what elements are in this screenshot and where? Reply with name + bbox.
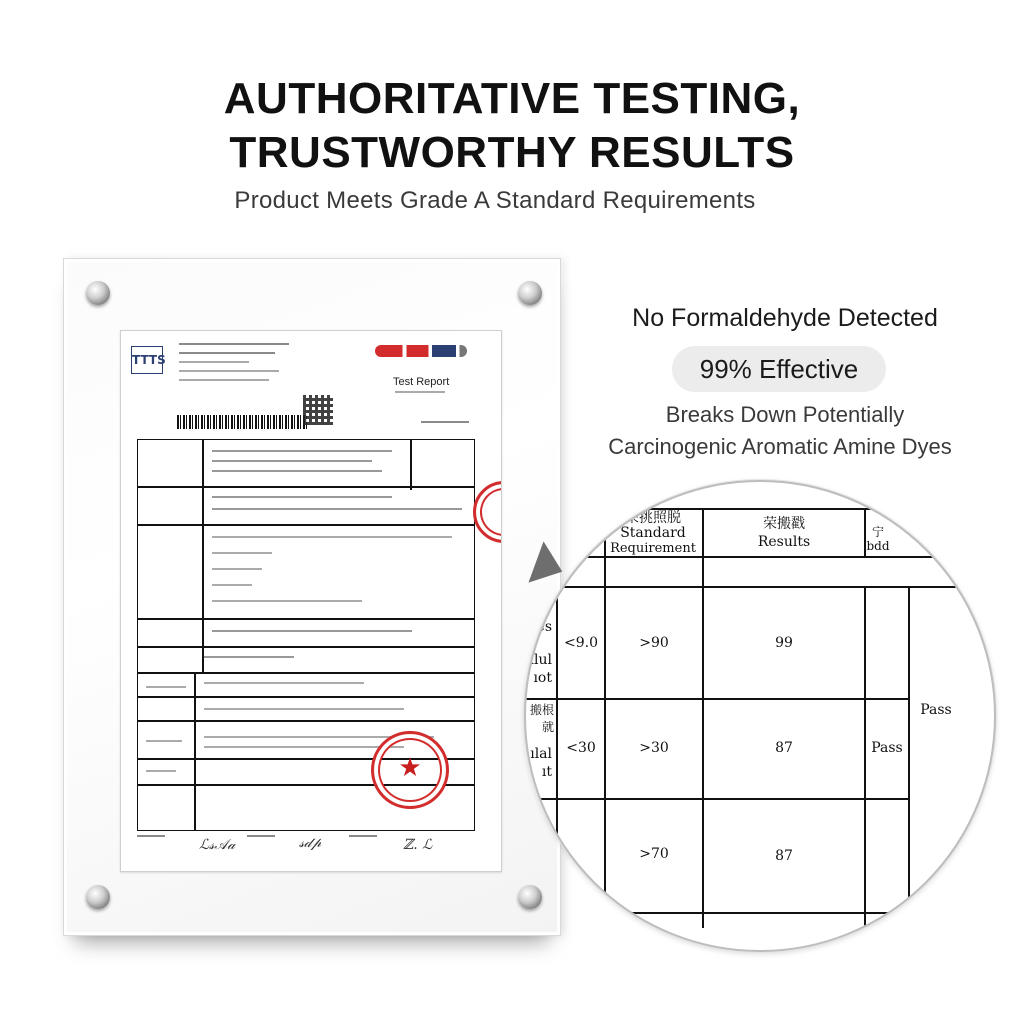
row1-label-bot: ıot [533, 670, 552, 686]
cell-text-line [212, 470, 382, 472]
zoom-column-divider [908, 586, 910, 926]
accreditation-marks [375, 345, 467, 357]
row2-limit: <30 [566, 740, 596, 756]
row1-label-top: ses [529, 619, 552, 635]
header-standard-chinese: 荣挑照脱 [625, 510, 681, 526]
zoom-row-divider [526, 508, 994, 510]
row1-limit: <9.0 [564, 635, 598, 651]
zoom-column-divider [702, 508, 704, 928]
headline-line-2: TRUSTWORTHY RESULTS [229, 128, 795, 177]
header-results: Results [757, 534, 811, 550]
row1-label-mid: ılul [529, 652, 552, 668]
zoom-row-divider [526, 798, 910, 800]
verdict-outer: Pass [920, 702, 952, 718]
barcode [177, 415, 307, 429]
row2-requirement: >30 [639, 740, 669, 756]
row3-result: 87 [775, 848, 793, 864]
table-row-divider [138, 524, 474, 526]
zoom-table [526, 482, 994, 950]
header-partial-chinese: 宁 [871, 525, 884, 539]
cell-text-line [212, 552, 272, 554]
cell-text-line [204, 708, 404, 710]
report-title: Test Report [393, 376, 450, 388]
test-report-certificate [120, 330, 502, 872]
row1-requirement: >90 [639, 635, 669, 651]
cell-text-line [212, 536, 452, 538]
cell-text-line [204, 656, 294, 658]
report-subtitle-line [395, 391, 445, 393]
table-row-divider [138, 646, 474, 648]
cell-text-line [146, 770, 176, 772]
lab-logo: TTTS [131, 346, 163, 374]
signature: ℒ𝓈𝒜𝒶 [199, 837, 236, 853]
standoff-screw-top-left [86, 281, 110, 305]
claim-amine-line-2: Carcinogenic Aromatic Amine Dyes [608, 434, 952, 459]
claim-formaldehyde: No Formaldehyde Detected [632, 304, 938, 332]
row1-result: 99 [775, 635, 793, 651]
zoom-row-divider [526, 556, 994, 558]
lab-header-line [179, 352, 275, 354]
signature-label [137, 835, 165, 837]
table-column-divider [194, 672, 196, 830]
qr-code [303, 395, 333, 425]
table-row-divider [138, 720, 474, 722]
signature-row [137, 831, 477, 861]
signature: 𝓈𝒹𝓅 [299, 835, 322, 851]
row3-limit: 9 [558, 846, 567, 862]
claim-amine-line-1: Breaks Down Potentially [665, 402, 905, 427]
report-number-line [421, 421, 469, 423]
row2-label-mid: ılal [530, 746, 552, 762]
cell-text-line [204, 682, 364, 684]
cell-text-line [212, 568, 262, 570]
table-column-divider [410, 440, 412, 490]
magnified-results-table [524, 480, 996, 952]
row2-result: 87 [775, 740, 793, 756]
header-standard: Standard [620, 525, 686, 541]
cell-text-line [212, 508, 462, 510]
zoom-row-divider [526, 586, 994, 588]
star-icon: ★ [398, 752, 422, 782]
signature: ℤ. ℒ [403, 837, 433, 853]
row2-label-top: 搬根就 [529, 703, 554, 734]
zoom-column-divider [702, 508, 704, 556]
standoff-screw-top-right [518, 281, 542, 305]
cell-text-line [212, 600, 362, 602]
verdict-inner: Pass [871, 740, 903, 756]
cell-text-line [212, 584, 252, 586]
lab-header-line [179, 379, 269, 381]
header-requirement: Requirement [610, 541, 696, 556]
cell-text-line [212, 450, 392, 452]
cell-text-line [212, 496, 392, 498]
lab-header-line [179, 370, 279, 372]
zoom-row-divider [526, 912, 910, 914]
subheadline: Product Meets Grade A Standard Requirements [234, 187, 756, 214]
signature-label [247, 835, 275, 837]
signature-label [349, 835, 377, 837]
cell-text-line [146, 686, 186, 688]
cell-text-line [212, 630, 412, 632]
zoom-column-divider [604, 508, 606, 928]
table-column-divider [202, 440, 204, 672]
red-seal-stamp-main [371, 731, 449, 809]
header-partial: bdd [866, 539, 890, 553]
cell-text-line [204, 746, 404, 748]
row3-requirement: >70 [639, 846, 669, 862]
effectiveness-badge: 99% Effective [672, 346, 886, 392]
lab-header-line [179, 361, 249, 363]
red-seal-stamp-small [473, 481, 502, 543]
zoom-row-divider [526, 698, 910, 700]
table-row-divider [138, 672, 474, 674]
headline-line-1: AUTHORITATIVE TESTING, [223, 74, 801, 123]
cell-text-line [212, 460, 372, 462]
table-row-divider [138, 696, 474, 698]
table-row-divider [138, 618, 474, 620]
standoff-screw-bottom-left [86, 885, 110, 909]
lab-header-line [179, 343, 289, 345]
table-row-divider [138, 486, 474, 488]
header-results-chinese: 荣搬戳 [763, 516, 805, 532]
cell-text-line [146, 740, 182, 742]
row2-label-bot: ıt [541, 764, 552, 780]
